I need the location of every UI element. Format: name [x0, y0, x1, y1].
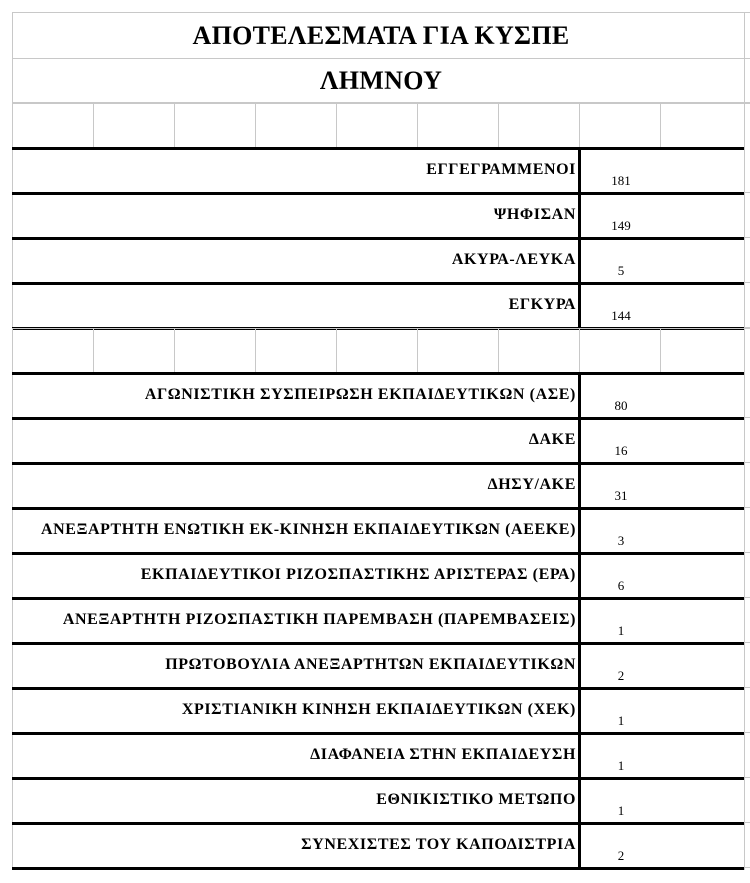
row-label: ΕΓΓΕΓΡΑΜΜΕΝΟΙ	[426, 161, 576, 178]
row-value: 3	[617, 533, 625, 548]
row-label: ΔΙΑΦΑΝΕΙΑ ΣΤΗΝ ΕΚΠΑΙΔΕΥΣΗ	[310, 746, 576, 763]
empty-grid-cell	[498, 328, 579, 373]
page-subtitle: ΛΗΜΝΟΥ	[319, 66, 443, 95]
row-label: ΑΚΥΡΑ-ΛΕΥΚΑ	[451, 251, 576, 268]
row-top-rule	[12, 777, 744, 780]
row-label: ΧΡΙΣΤΙΑΝΙΚΗ ΚΙΝΗΣΗ ΕΚΠΑΙΔΕΥΤΙΚΩΝ (ΧΕΚ)	[181, 701, 576, 718]
row-label: ΑΝΕΞΑΡΤΗΤΗ ΕΝΩΤΙΚΗ ΕΚ-ΚΙΝΗΣΗ ΕΚΠΑΙΔΕΥΤΙΚΩΝ (ΑΕΕΚΕ)	[40, 521, 576, 538]
row-top-rule	[12, 642, 744, 645]
row-value: 6	[617, 578, 625, 593]
row-label: ΕΓΚΥΡΑ	[508, 296, 576, 313]
block-bottom-rule	[12, 867, 744, 870]
row-value: 181	[611, 173, 631, 188]
empty-grid-cell	[660, 328, 741, 373]
page-title: ΑΠΟΤΕΛΕΣΜΑΤΑ ΓΙΑ ΚΥΣΠΕ	[192, 21, 570, 50]
row-label: ΔΗΣΥ/ΑΚΕ	[487, 476, 576, 493]
row-label: ΑΓΩΝΙΣΤΙΚΗ ΣΥΣΠΕΙΡΩΣΗ ΕΚΠΑΙΔΕΥΤΙΚΩΝ (ΑΣΕ)	[144, 386, 576, 403]
empty-grid-cell	[417, 328, 498, 373]
empty-grid-cell	[579, 328, 660, 373]
row-top-rule	[12, 462, 744, 465]
row-value: 1	[617, 758, 625, 773]
empty-grid-cell	[12, 103, 93, 148]
row-top-rule	[12, 237, 744, 240]
sheet-top-border	[12, 12, 750, 13]
row-value: 144	[611, 308, 631, 323]
empty-grid-cell	[93, 103, 174, 148]
row-value: 1	[617, 623, 625, 638]
row-top-rule	[12, 732, 744, 735]
row-value: 2	[617, 848, 625, 863]
empty-grid-cell	[660, 103, 741, 148]
row-top-rule	[12, 282, 744, 285]
row-label: ΠΡΩΤΟΒΟΥΛΙΑ ΑΝΕΞΑΡΤΗΤΩΝ ΕΚΠΑΙΔΕΥΤΙΚΩΝ	[165, 656, 576, 673]
empty-grid-cell	[255, 103, 336, 148]
row-label: ΔΑΚΕ	[528, 431, 576, 448]
empty-grid-cell	[498, 103, 579, 148]
grid-row-line	[12, 328, 750, 329]
row-value: 149	[611, 218, 631, 233]
row-label: ΕΚΠΑΙΔΕΥΤΙΚΟΙ ΡΙΖΟΣΠΑΣΤΙΚΗΣ ΑΡΙΣΤΕΡΑΣ (ΕΡΑ)	[140, 566, 576, 583]
row-top-rule	[12, 687, 744, 690]
empty-grid-cell	[174, 328, 255, 373]
row-value: 80	[614, 398, 628, 413]
row-value: 1	[617, 803, 625, 818]
row-top-rule	[12, 552, 744, 555]
row-value: 1	[617, 713, 625, 728]
empty-grid-cell	[174, 103, 255, 148]
empty-grid-cell	[579, 103, 660, 148]
row-value: 5	[617, 263, 625, 278]
empty-grid-cell	[93, 328, 174, 373]
empty-grid-cell	[336, 328, 417, 373]
empty-grid-cell	[12, 328, 93, 373]
row-top-rule	[12, 507, 744, 510]
row-top-rule	[12, 372, 744, 375]
row-label: ΑΝΕΞΑΡΤΗΤΗ ΡΙΖΟΣΠΑΣΤΙΚΗ ΠΑΡΕΜΒΑΣΗ (ΠΑΡΕΜΒΑΣΕΙΣ)	[62, 611, 576, 628]
row-top-rule	[12, 597, 744, 600]
row-value: 2	[617, 668, 625, 683]
row-label: ΕΘΝΙΚΙΣΤΙΚΟ ΜΕΤΩΠΟ	[376, 791, 576, 808]
sheet-right-border	[744, 12, 745, 870]
grid-row-line	[12, 103, 750, 104]
row-value: 16	[614, 443, 628, 458]
row-value: 31	[614, 488, 628, 503]
row-top-rule	[12, 822, 744, 825]
title-divider	[12, 58, 750, 59]
empty-grid-cell	[255, 328, 336, 373]
empty-grid-cell	[336, 103, 417, 148]
row-top-rule	[12, 147, 744, 150]
row-label: ΣΥΝΕΧΙΣΤΕΣ ΤΟΥ ΚΑΠΟΔΙΣΤΡΙΑ	[301, 836, 576, 853]
empty-grid-cell	[417, 103, 498, 148]
row-top-rule	[12, 417, 744, 420]
row-label: ΨΗΦΙΣΑΝ	[493, 206, 576, 223]
row-top-rule	[12, 192, 744, 195]
